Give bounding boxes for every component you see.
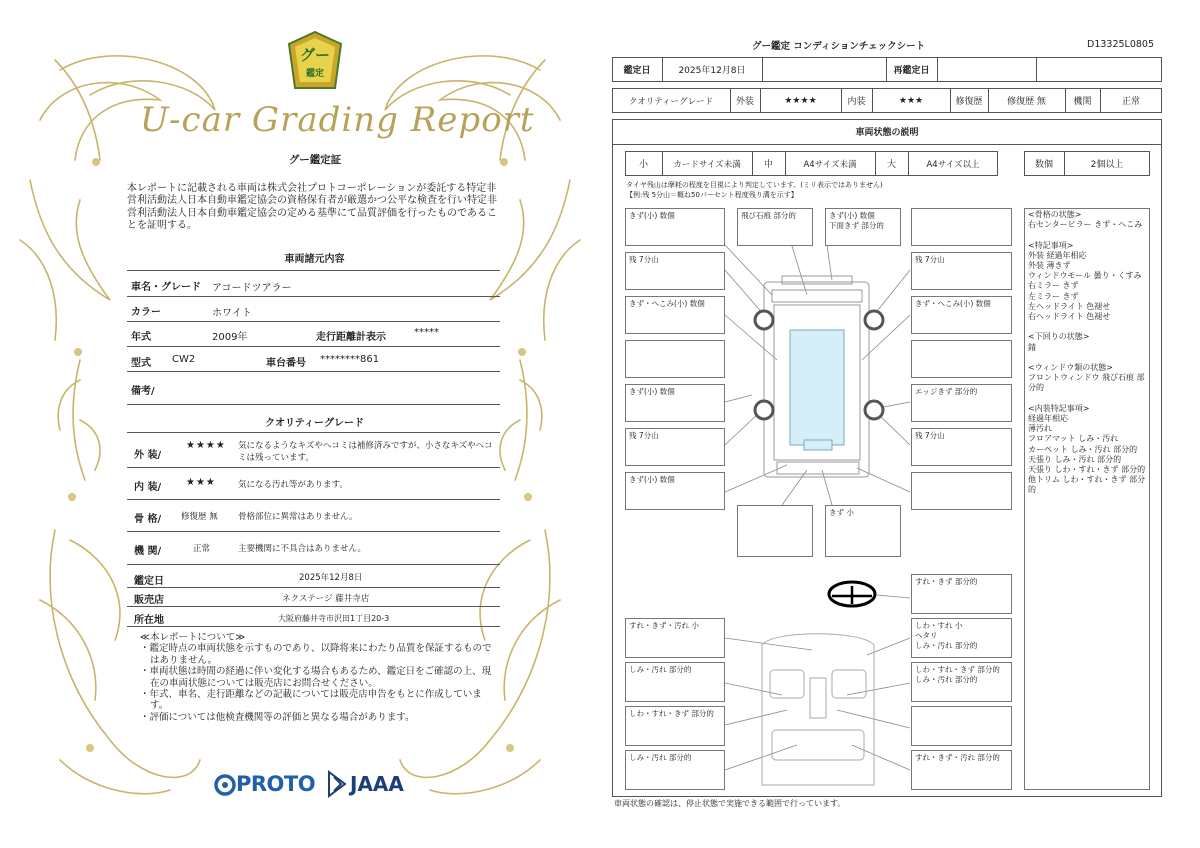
interior-label: 内 装/ — [134, 482, 162, 493]
note-right-rear: エッジきず 部分的 — [911, 384, 1012, 422]
date-value: 2025年12月8日 — [299, 573, 363, 583]
remark-line: <下回りの状態> — [1028, 332, 1090, 342]
divider — [127, 346, 500, 347]
specs-heading: 車両諸元内容 — [284, 254, 345, 265]
divider — [127, 404, 500, 405]
chassis-value: ********861 — [320, 354, 380, 365]
tire-note-2: 【例:残 5分山＝概ね50パーセント程度残り溝を示す】 — [626, 191, 798, 199]
model-value: CW2 — [172, 354, 196, 365]
size-m: 中 — [763, 160, 773, 170]
note-right-front: きず・へこみ(小) 数個 — [911, 296, 1012, 334]
count-desc: 2個以上 — [1090, 160, 1124, 170]
remark-line: 左ミラー きず — [1028, 291, 1079, 301]
remark-line: <内装特記事項> — [1028, 403, 1090, 413]
remark-line: 右センターピラー きず・へこみ — [1028, 220, 1143, 230]
frame-rating: 修復歴 無 — [181, 512, 218, 522]
interior-desc: 気になる汚れ等があります。 — [238, 480, 348, 490]
address-label: 所在地 — [134, 615, 164, 626]
note-empty — [911, 472, 1012, 510]
sheet-title: グー鑑定 コンディションチェックシート — [752, 41, 926, 52]
note-interior-7: すれ・きず・汚れ 部分的 — [911, 750, 1012, 790]
remark-line: 薄汚れ — [1028, 424, 1052, 434]
jaaa-logo: JAAA — [350, 772, 404, 796]
note-interior-1: すれ・きず・汚れ 小 — [625, 618, 725, 658]
re-date-value — [937, 57, 1036, 82]
sheet-date-label: 鑑定日 — [623, 66, 651, 76]
divider — [127, 564, 500, 565]
note-tire-rl: 残 7分山 — [625, 428, 725, 466]
divider — [127, 321, 500, 322]
int-value: ★★★ — [898, 95, 924, 106]
mileage-value: ***** — [414, 327, 439, 338]
remarks-label: 備考/ — [131, 386, 155, 397]
proto-logo-icon — [214, 774, 236, 796]
divider — [127, 531, 500, 532]
note-rear-left: きず(小) 数個 — [625, 472, 725, 510]
remark-line: 他トリム しわ・すれ・きず 部分的 — [1028, 475, 1146, 495]
address-value: 大阪府藤井寺市沢田1丁目20-3 — [278, 614, 390, 623]
shop-value: ネクステージ 藤井寺店 — [282, 594, 370, 604]
interior-rating: ★★★ — [186, 477, 216, 488]
divider — [127, 296, 500, 297]
remark-line: ウィンドウモール 曇り・くすみ — [1028, 271, 1142, 281]
shop-label: 販売店 — [134, 595, 164, 606]
size-s: 小 — [638, 160, 648, 170]
remark-line: 外装 経過年相応 — [1028, 250, 1087, 260]
divider — [1036, 57, 1037, 82]
doc-id: D13325L0805 — [1087, 39, 1155, 50]
size-m-desc: A4サイズ未満 — [803, 159, 857, 170]
remark-line: <ウィンドウ類の状態> — [1028, 363, 1113, 373]
count-label: 数個 — [1034, 160, 1053, 170]
note-rear-bumper: きず 小 — [825, 505, 901, 557]
divider — [127, 499, 500, 500]
divider — [127, 606, 500, 607]
eng-label: 機関 — [1073, 97, 1092, 107]
note-empty — [737, 505, 813, 557]
color-label: カラー — [131, 307, 161, 318]
note-left-front: きず・へこみ(小) 数個 — [625, 296, 725, 334]
sheet-date-value: 2025年12月8日 — [678, 66, 746, 76]
remark-line: 外装 薄きず — [1028, 261, 1071, 271]
mileage-label: 走行距離計表示 — [316, 332, 386, 343]
section-title: 車両状態の説明 — [855, 128, 919, 138]
remark-line: 経過年相応 — [1028, 414, 1068, 424]
remark-line — [1028, 394, 1148, 404]
car-interior-outline — [762, 634, 874, 785]
steering-wheel-icon — [829, 582, 875, 606]
divider — [127, 432, 500, 433]
year-label: 年式 — [131, 332, 151, 343]
goo-kantei-badge — [287, 30, 343, 92]
divider — [127, 270, 500, 271]
note-interior-5: しわ・すれ・きず 部分的 — [625, 706, 725, 746]
car-glass — [790, 330, 844, 445]
note-interior-3: しみ・汚れ 部分的 — [625, 662, 725, 702]
remark-line: <骨格の状態> — [1028, 210, 1082, 219]
name-label: 車名・グレード — [131, 282, 201, 293]
remark-line: 左ヘッドライト 色褪せ — [1028, 301, 1111, 311]
divider — [612, 144, 1162, 145]
notice-item: ・評価については他検査機関等の評価と異なる場合があります。 — [140, 711, 415, 723]
notice-item: ・車両状態は時間の経過に伴い変化する場合もあるため、鑑定日をご確認の上、現在の車両状態については販売店にお問合せください。 — [140, 666, 492, 689]
divider — [127, 587, 500, 588]
remark-line: 錆 — [1028, 342, 1036, 352]
note-interior-2: しわ・すれ 小 へタリ しみ・汚れ 部分的 — [911, 618, 1012, 658]
ext-label: 外装 — [735, 97, 754, 107]
size-s-desc: カードサイズ未満 — [673, 159, 741, 170]
note-interior-4: しわ・すれ・きず 部分的 しみ・汚れ 部分的 — [911, 662, 1012, 702]
svg-text:グー: グー — [299, 46, 331, 64]
exterior-label: 外 装/ — [134, 450, 162, 461]
certificate-intro: 本レポートに記載される車両は株式会社プロトコーポレーションが委託する特定非営利活動法人日本自動車鑑定協会の資格保有者が厳選かつ公平な検査を行い特定非営利活動法人日本自動車鑑定協会の定める基準にて品質評価を行ったものであることを証明する。 — [127, 183, 497, 232]
divider — [762, 57, 763, 82]
note-tire-rr: 残 7分山 — [911, 428, 1012, 466]
exterior-desc: 気になるようなキズやヘコミは補修済みですが、小さなキズやヘコミは残っています。 — [238, 441, 493, 463]
ext-value: ★★★★ — [784, 95, 817, 106]
engine-rating: 正常 — [193, 544, 211, 554]
note-empty — [911, 340, 1012, 378]
remark-line — [1028, 322, 1148, 332]
color-value: ホワイト — [212, 308, 252, 319]
name-value: アコードツアラー — [212, 283, 292, 294]
qg-label: クオリティーグレード — [628, 96, 714, 107]
notice-item: ・年式、車名、走行距離などの記載については販売店申告をもとに作成しています。 — [140, 689, 482, 712]
script-title: U-car Grading Report — [140, 100, 535, 140]
exterior-rating: ★★★★ — [186, 440, 226, 451]
certificate-heading: グー鑑定証 — [288, 154, 342, 166]
note-empty — [911, 706, 1012, 746]
eng-value: 正常 — [1121, 97, 1140, 107]
remark-line — [1028, 353, 1148, 363]
note-front-window: 飛び石痕 部分的 — [737, 208, 813, 246]
divider — [127, 467, 500, 468]
remark-line: 天張り しみ・汚れ 部分的 — [1028, 454, 1122, 464]
note-tire-fr: 残 7分山 — [911, 252, 1012, 290]
size-l: 大 — [886, 160, 896, 170]
svg-text:鑑定: 鑑定 — [305, 69, 325, 79]
tire-note-1: タイヤ残山は摩耗の程度を目視により判定しています。(ミリ表示ではありません) — [626, 181, 883, 189]
note-steering: すれ・きず 部分的 — [911, 574, 1012, 614]
remark-line: フロアマット しみ・汚れ — [1028, 434, 1119, 444]
proto-logo: PROTO — [236, 772, 316, 796]
remark-line: フロントウィンドウ 飛び石痕 部分的 — [1028, 373, 1145, 393]
hist-value: 修復歴 無 — [1007, 97, 1046, 107]
divider — [127, 626, 500, 627]
remark-line: 右ミラー きず — [1028, 281, 1079, 291]
frame-desc: 骨格部位に異常はありません。 — [238, 512, 358, 522]
chassis-label: 車台番号 — [266, 358, 306, 369]
divider — [127, 371, 500, 372]
note-empty — [625, 340, 725, 378]
re-date-label: 再鑑定日 — [893, 66, 930, 76]
notice-item: ・鑑定時点の車両状態を示すものであり、以降将来にわたり品質を保証するものではありません。 — [140, 643, 492, 666]
model-label: 型式 — [131, 358, 151, 369]
date-label: 鑑定日 — [134, 576, 164, 587]
note-left-rear: きず(小) 数個 — [625, 384, 725, 422]
hist-label: 修復歴 — [955, 97, 983, 107]
jaaa-logo-icon — [327, 770, 347, 798]
remark-line: カーペット しみ・汚れ 部分的 — [1028, 444, 1138, 454]
remarks-list — [1028, 210, 1148, 496]
remark-line: 天張り しわ・すれ・きず 部分的 — [1028, 465, 1146, 475]
size-l-desc: A4サイズ以上 — [926, 159, 980, 170]
note-front-bumper: きず(小) 数個 下面きず 部分的 — [825, 208, 901, 246]
engine-desc: 主要機関に不具合はありません。 — [238, 544, 367, 554]
note-tire-fl: 残 7分山 — [625, 252, 725, 290]
remark-line: <特記事項> — [1028, 240, 1074, 250]
quality-heading: クオリティーグレード — [265, 418, 364, 429]
notice-block — [140, 632, 500, 723]
notice-title: ≪本レポートについて≫ — [140, 632, 246, 643]
int-label: 内装 — [847, 97, 866, 107]
frame-label: 骨 格/ — [134, 514, 162, 525]
engine-label: 機 関/ — [134, 546, 162, 557]
note-front-left: きず(小) 数個 — [625, 208, 725, 246]
note-interior-6: しみ・汚れ 部分的 — [625, 750, 725, 790]
sheet-footer: 車両状態の確認は、停止状態で実施できる範囲で行っています。 — [614, 799, 846, 808]
note-empty — [911, 208, 1012, 246]
remark-line — [1028, 230, 1148, 240]
remark-line: 右ヘッドライト 色褪せ — [1028, 312, 1111, 322]
year-value: 2009年 — [212, 332, 248, 343]
